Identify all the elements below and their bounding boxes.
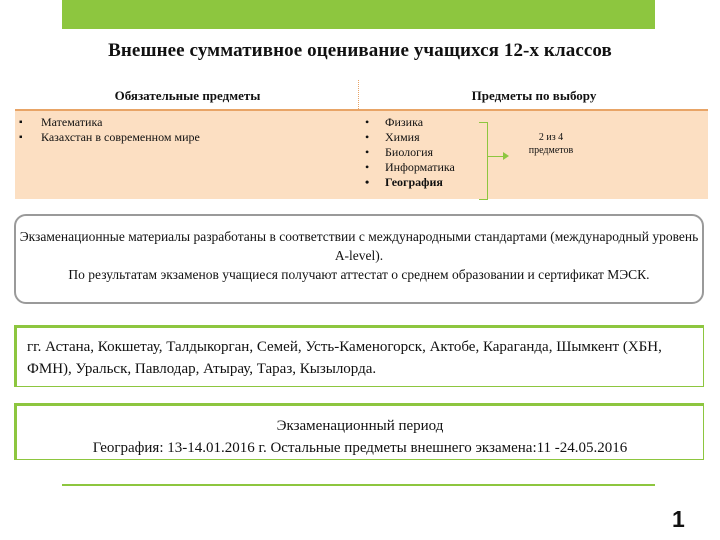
exam-period-text: География: 13-14.01.2016 г. Остальные предметы внешнего экзамена:11 -24.05.2016 [92,440,628,456]
choice-note-line2: предметов [528,145,574,156]
table-header-row [15,80,708,111]
column-divider [358,80,359,109]
list-item: • Физика [363,115,455,130]
slide-title: Внешнее суммативное оценивание учащихся 12-х классов [108,40,612,61]
certificate-text: По результатам экзаменов учащиеся получают аттестат о среднем образовании и сертификат МЭСК. [68,267,650,282]
list-item: • Биология [363,145,455,160]
page-number: 1 [672,506,685,532]
choice-note-line1: 2 из 4 [538,132,564,143]
standards-text: Экзаменационные материалы разработаны в соответствии с международными стандартами (международный уровень A-level). [19,229,699,263]
mandatory-header: Обязательные предметы [114,88,261,103]
list-item: ▪ Математика [19,115,200,130]
elective-header: Предметы по выбору [471,88,597,103]
cities-text: гг. Астана, Кокшетау, Талдыкорган, Семей, Усть-Каменогорск, Актобе, Караганда, Шымкент (ХБН, ФМН), Уральск, Павлодар, Атырау, Тараз, Кызылорда. [27,339,662,377]
subjects-table [15,80,708,199]
standards-info-box [14,214,704,304]
exam-period-heading: Экзаменационный период [276,418,444,434]
choice-note [516,131,586,157]
bracket-icon [479,122,488,200]
top-accent-bar [62,0,655,29]
cities-box [14,325,704,387]
list-item: ▪ Казахстан в современном мире [19,130,200,145]
list-item: • Информатика [363,160,455,175]
bottom-divider [62,484,655,486]
mandatory-list [19,115,200,145]
list-item: • Химия [363,130,455,145]
list-item: • География [363,175,455,190]
elective-list [363,115,455,190]
exam-period-box [14,403,704,460]
arrow-right-icon [487,156,507,157]
